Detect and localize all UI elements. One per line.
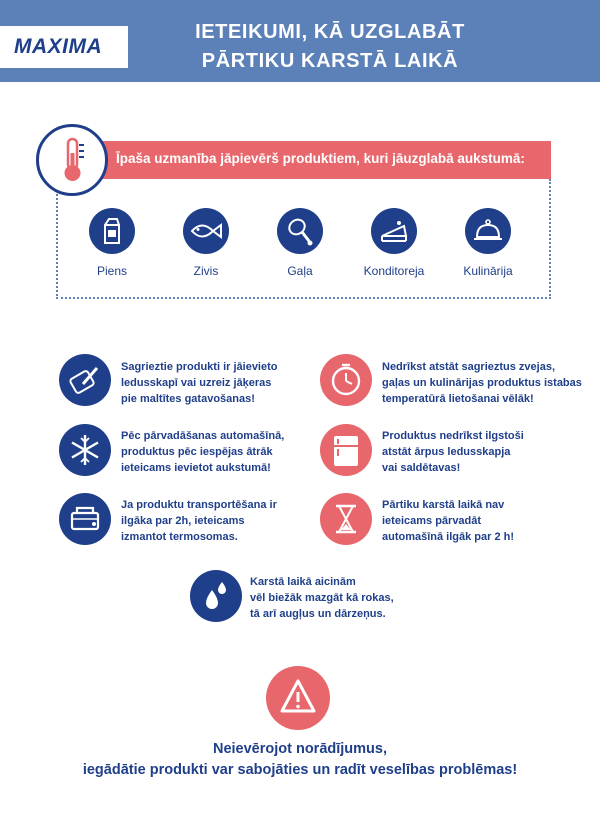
- water-drops-icon: [190, 570, 242, 622]
- category-label: Gaļa: [287, 264, 313, 278]
- category-label: Piens: [96, 264, 128, 278]
- category-culinary: [443, 208, 533, 278]
- fridge-icon: [320, 424, 372, 476]
- thermometer-icon: [36, 124, 108, 196]
- header-bar: [0, 0, 600, 82]
- logo-text: MAXIMA: [14, 35, 103, 58]
- tip-text: Karstā laikā aicinām vēl biežāk mazgāt kā rokas, tā arī augļus un dārzeņus.: [250, 576, 394, 620]
- category-label: Zivis: [193, 264, 219, 278]
- footer-warning-line-2: iegādātie produkti var sabojāties un radīt veselības problēmas!: [82, 762, 518, 778]
- tip-text: Produktus nedrīkst ilgstoši atstāt ārpus ledusskapja vai saldētavas!: [382, 430, 524, 474]
- page-title-line-1: IETEIKUMI, KĀ UZGLABĀT: [195, 21, 465, 43]
- cutting-board-knife-icon: [59, 354, 111, 406]
- snowflake-icon: [59, 424, 111, 476]
- meat-leg-icon: [277, 208, 323, 254]
- fish-icon: [183, 208, 229, 254]
- logo[interactable]: [0, 26, 128, 68]
- banner-text: Īpaša uzmanība jāpievērš produktiem, kuri jāuzglabā aukstumā:: [116, 151, 525, 166]
- category-meat: [255, 208, 345, 278]
- refrigeration-banner: [86, 141, 551, 179]
- category-label: Kulinārija: [463, 264, 513, 278]
- cooler-bag-icon: [59, 493, 111, 545]
- tip-text: Pārtiku karstā laikā nav ieteicams pārvadāt automašīnā ilgāk par 2 h!: [382, 499, 515, 543]
- cake-slice-icon: [371, 208, 417, 254]
- tip-text: Ja produktu transportēšana ir ilgāka par 2h, ieteicams izmantot termosomas.: [121, 499, 277, 543]
- clock-icon: [320, 354, 372, 406]
- tip-text: Sagrieztie produkti ir jāievieto ledusskapī vai uzreiz jāķeras pie maltītes gatavošanas!: [121, 361, 278, 405]
- hourglass-icon: [320, 493, 372, 545]
- milk-carton-icon: [89, 208, 135, 254]
- category-milk: [67, 208, 157, 278]
- page-title-line-2: PĀRTIKU KARSTĀ LAIKĀ: [201, 50, 459, 72]
- footer-warning-line-1: Neievērojot norādījumus,: [212, 741, 388, 757]
- cloche-icon: [465, 208, 511, 254]
- tip-text: Pēc pārvadāšanas automašīnā, produktus pēc iespējas ātrāk ieteicams ievietot aukstumā!: [121, 430, 285, 474]
- category-confectionery: [349, 208, 439, 278]
- category-label: Konditoreja: [363, 264, 425, 278]
- category-fish: [161, 208, 251, 278]
- warning-icon: [266, 666, 330, 730]
- tip-text: Nedrīkst atstāt sagrieztus zvejas, gaļas un kulinārijas produktus istabas temperatūrā lietošanai vēlāk!: [382, 361, 582, 405]
